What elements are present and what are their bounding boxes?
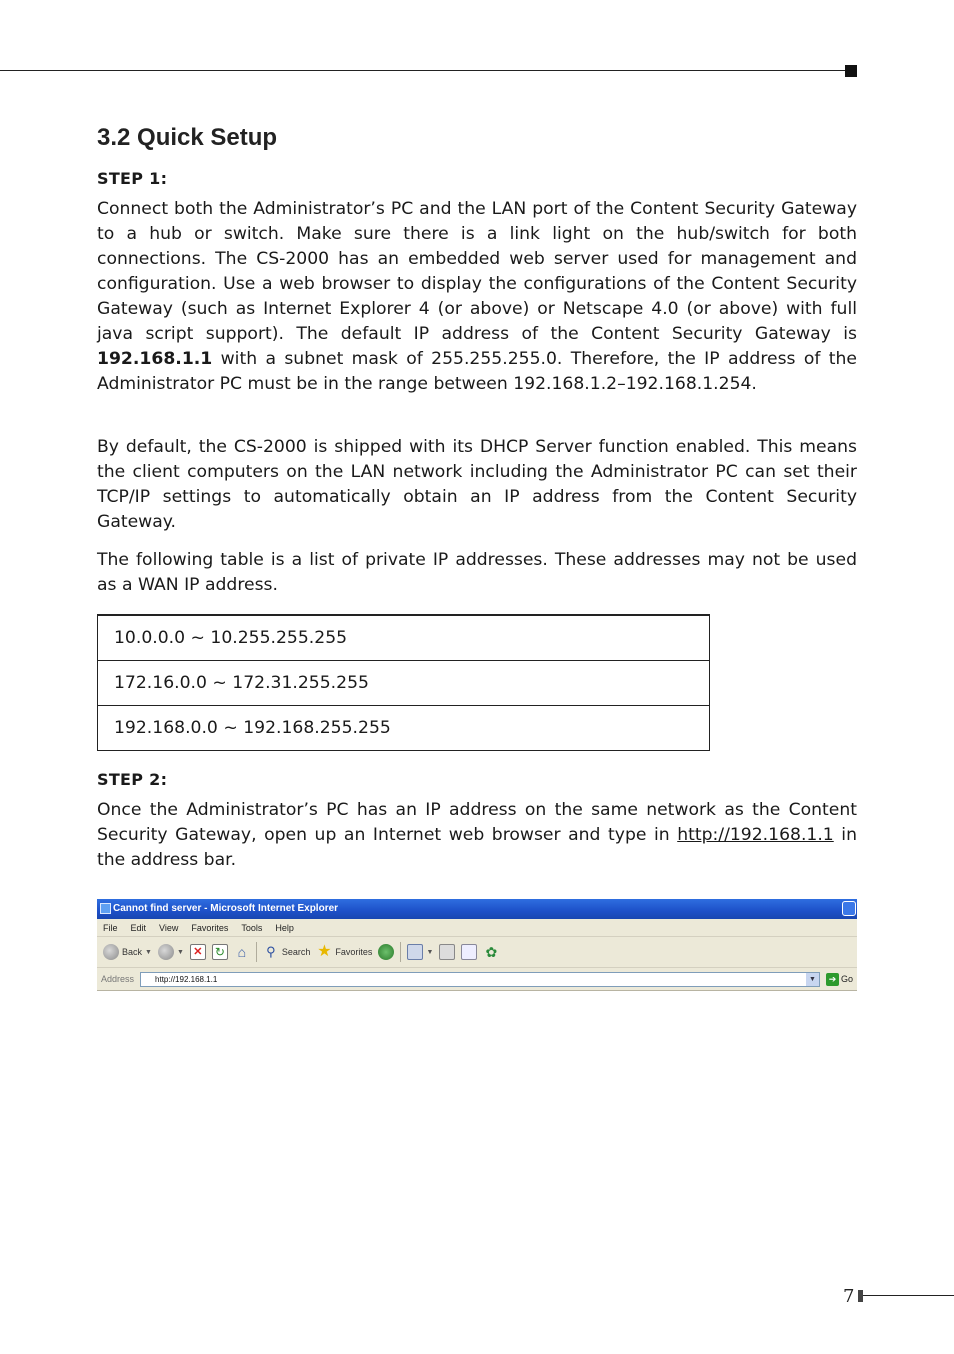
chevron-down-icon[interactable]: ▼ — [806, 973, 819, 986]
step1-paragraph-1 — [97, 197, 857, 397]
browser-titlebar — [97, 899, 857, 919]
section-heading: 3.2 Quick Setup — [97, 124, 278, 151]
forward-button[interactable] — [158, 944, 184, 960]
step2-paragraph — [97, 798, 857, 873]
history-icon[interactable] — [378, 944, 394, 960]
menu-tools[interactable]: Tools — [241, 922, 263, 933]
bottom-mark — [858, 1290, 863, 1302]
table-row — [98, 661, 710, 706]
favorites-label: Favorites — [335, 947, 373, 957]
private-ip-table — [97, 614, 710, 751]
toolbar-separator — [256, 942, 257, 962]
ie-window-icon — [100, 903, 111, 914]
p-step2-text-b: in the address bar. — [97, 825, 857, 870]
address-input[interactable] — [140, 972, 820, 987]
router-url-link[interactable]: http://192.168.1.1 — [677, 825, 834, 845]
back-icon — [103, 944, 119, 960]
home-icon[interactable]: ⌂ — [237, 944, 247, 960]
toolbar-separator — [400, 942, 401, 962]
search-icon: ⚲ — [266, 944, 276, 959]
stop-icon[interactable]: ✕ — [190, 944, 206, 960]
chevron-down-icon: ▼ — [176, 948, 184, 956]
address-label: Address — [101, 974, 135, 984]
forward-icon — [158, 944, 174, 960]
p-step2-text-a: Once the Administrator’s PC has an IP address on the same network as the Content Security Gateway, open up an Internet web browser and type in — [97, 800, 857, 845]
address-value: http://192.168.1.1 — [155, 974, 218, 984]
mail-button[interactable] — [407, 944, 433, 960]
go-label: Go — [840, 974, 853, 984]
star-icon: ★ — [317, 943, 332, 960]
table-cell: 192.168.0.0 ~ 192.168.255.255 — [98, 706, 710, 751]
default-ip: 192.168.1.1 — [97, 349, 213, 369]
table-cell: 10.0.0.0 ~ 10.255.255.255 — [98, 615, 710, 661]
top-rule — [0, 70, 846, 71]
back-button[interactable] — [103, 944, 152, 960]
window-button-icon[interactable] — [842, 901, 856, 916]
browser-screenshot — [97, 899, 857, 991]
browser-title: Cannot find server - Microsoft Internet Explorer — [113, 903, 339, 914]
favorites-button[interactable] — [316, 944, 372, 960]
browser-menubar — [97, 919, 857, 937]
step2-label: STEP 2: — [97, 770, 168, 789]
menu-edit[interactable]: Edit — [130, 922, 147, 933]
step1-paragraph-3: The following table is a list of private IP addresses. These addresses may not be used as a WAN IP address. — [97, 550, 857, 595]
page-number: 7 — [843, 1286, 855, 1307]
edit-icon[interactable] — [461, 944, 477, 960]
browser-addressbar — [97, 968, 857, 990]
chevron-down-icon: ▼ — [145, 948, 152, 956]
p1-text-a: Connect both the Administrator’s PC and the LAN port of the Content Security Gateway to a hub or switch. Make sure there is a link light on the hub/switch for both connections. The CS-2000 has an embedded web server used for management and configuration. Use a web browser to display the configurations of the Content Security Gateway (such as Internet Explorer 4 (or above) or Netscape 4.0 (or above) with full java script support). The default IP address of the Content Security Gateway is — [97, 199, 857, 344]
search-button[interactable] — [263, 944, 311, 960]
go-arrow-icon: ➔ — [826, 973, 839, 986]
refresh-icon[interactable]: ↻ — [212, 944, 228, 960]
table-row — [98, 706, 710, 751]
p1-text-b: with a subnet mask of 255.255.255.0. Therefore, the IP address of the Administrator PC must be in the range between 192.168.1.2–192.168.1.254. — [97, 349, 857, 394]
messenger-icon[interactable]: ✿ — [485, 944, 498, 960]
menu-help[interactable]: Help — [275, 922, 294, 933]
menu-view[interactable]: View — [159, 922, 179, 933]
chevron-down-icon: ▼ — [426, 948, 434, 956]
browser-toolbar — [97, 937, 857, 968]
menu-favorites[interactable]: Favorites — [191, 922, 229, 933]
bottom-rule — [863, 1295, 954, 1296]
menu-file[interactable]: File — [103, 922, 118, 933]
search-label: Search — [281, 947, 311, 957]
step1-paragraph-2: By default, the CS-2000 is shipped with its DHCP Server function enabled. This means the client computers on the LAN network including the Administrator PC can set their TCP/IP settings to automatically obtain an IP address from the Content Security Gateway. — [97, 437, 857, 532]
print-icon[interactable] — [439, 944, 455, 960]
step1-label: STEP 1: — [97, 169, 168, 188]
table-row — [98, 615, 710, 661]
back-label: Back — [122, 947, 143, 957]
table-cell: 172.16.0.0 ~ 172.31.255.255 — [98, 661, 710, 706]
mail-icon — [407, 944, 423, 960]
go-button[interactable] — [826, 973, 857, 986]
top-square-mark — [845, 65, 857, 77]
